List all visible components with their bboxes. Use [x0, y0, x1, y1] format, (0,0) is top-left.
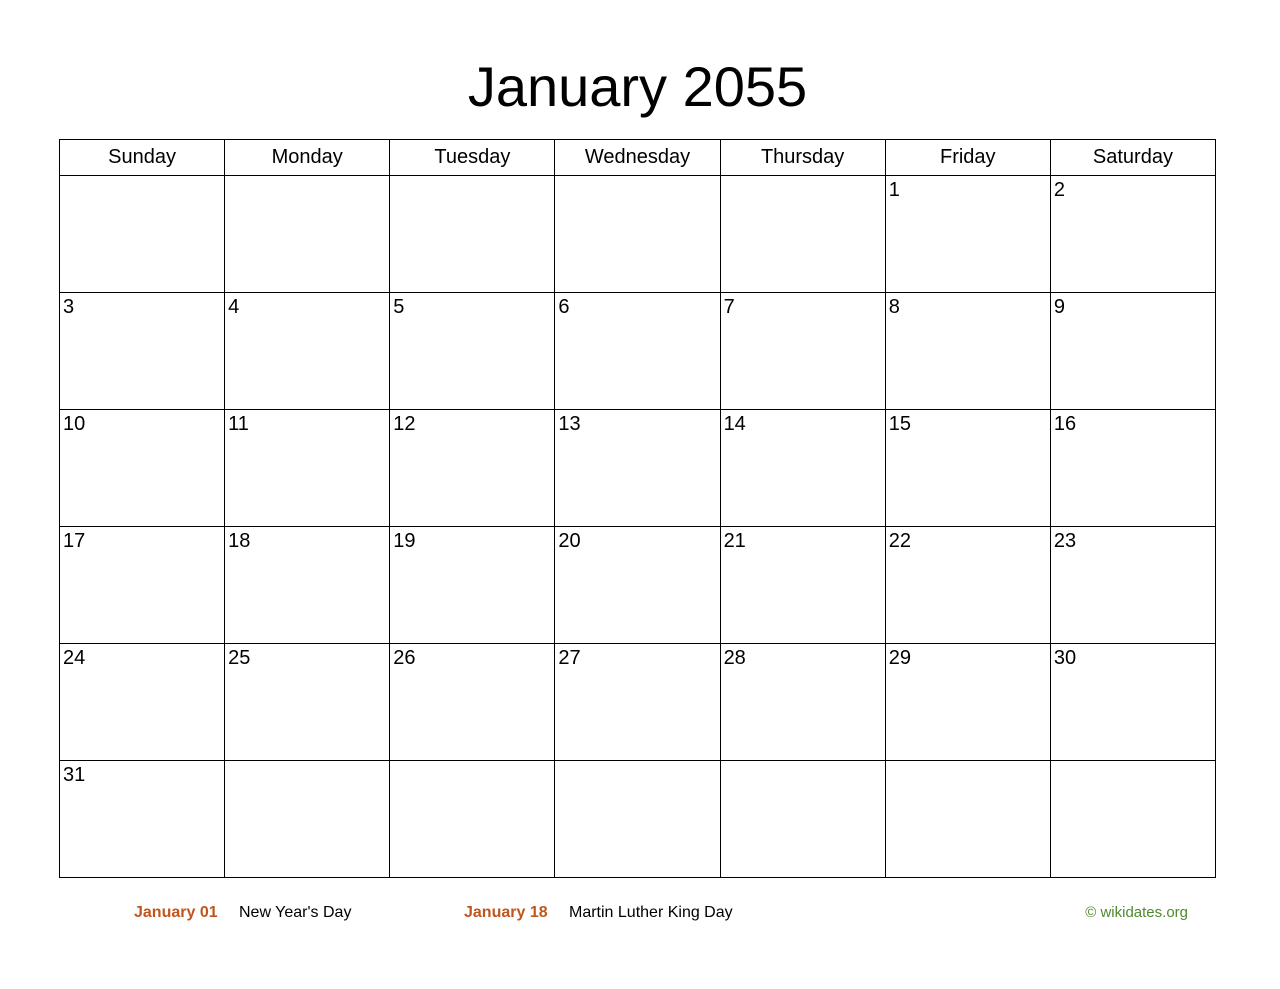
day-number: 8 [888, 296, 900, 318]
day-cell [885, 644, 1050, 761]
day-number: 12 [393, 413, 416, 435]
day-number [390, 761, 554, 765]
day-cell [390, 293, 555, 410]
day-number [555, 176, 719, 180]
day-number: 15 [888, 413, 911, 435]
credit-link[interactable]: © wikidates.org [1085, 904, 1188, 921]
week-row [60, 410, 1216, 527]
day-number: 1 [888, 179, 900, 201]
holiday-name: Martin Luther King Day [569, 904, 733, 921]
day-number [225, 761, 389, 765]
day-cell [885, 410, 1050, 527]
day-number: 11 [228, 413, 249, 435]
day-number: 19 [393, 530, 416, 552]
day-number: 9 [1053, 296, 1065, 318]
day-cell [1050, 293, 1215, 410]
day-cell [885, 761, 1050, 878]
day-cell [720, 293, 885, 410]
day-number [886, 761, 1050, 765]
day-number: 13 [558, 413, 581, 435]
day-number [60, 176, 224, 180]
day-number: 2 [1053, 179, 1065, 201]
day-cell [720, 527, 885, 644]
day-cell [555, 410, 720, 527]
day-number: 25 [228, 647, 251, 669]
weekday-header: Friday [885, 140, 1050, 176]
day-cell [1050, 410, 1215, 527]
day-cell [60, 293, 225, 410]
day-number: 28 [723, 647, 746, 669]
day-cell [720, 176, 885, 293]
week-row [60, 293, 1216, 410]
day-number [555, 761, 719, 765]
day-number: 22 [888, 530, 911, 552]
holiday-date: January 18 [464, 904, 548, 921]
weekday-header: Tuesday [390, 140, 555, 176]
day-cell [1050, 527, 1215, 644]
day-cell [225, 410, 390, 527]
day-number: 21 [723, 530, 746, 552]
day-cell [390, 527, 555, 644]
week-row [60, 527, 1216, 644]
day-number: 3 [63, 296, 75, 318]
day-cell [60, 176, 225, 293]
holiday-footer [0, 904, 1280, 928]
day-cell [390, 176, 555, 293]
day-cell [225, 527, 390, 644]
day-cell [555, 527, 720, 644]
week-row [60, 176, 1216, 293]
day-cell [225, 761, 390, 878]
day-number [225, 176, 389, 180]
day-cell [1050, 176, 1215, 293]
day-cell [885, 176, 1050, 293]
day-cell [720, 761, 885, 878]
day-cell [885, 527, 1050, 644]
day-number: 16 [1053, 413, 1077, 435]
day-cell [390, 410, 555, 527]
holiday-date: January 01 [134, 904, 218, 921]
day-number: 6 [558, 296, 570, 318]
day-number: 14 [723, 413, 746, 435]
day-cell [555, 644, 720, 761]
day-number: 7 [723, 296, 735, 318]
day-cell [390, 761, 555, 878]
weekday-header: Wednesday [555, 140, 720, 176]
day-cell [60, 761, 225, 878]
calendar-grid [59, 139, 1216, 878]
day-number: 17 [63, 530, 86, 552]
day-number: 18 [228, 530, 251, 552]
day-cell [390, 644, 555, 761]
day-cell [60, 410, 225, 527]
day-cell [1050, 644, 1215, 761]
day-number [721, 176, 885, 180]
day-number: 10 [63, 413, 86, 435]
week-row [60, 761, 1216, 878]
day-cell [60, 644, 225, 761]
day-number: 5 [393, 296, 405, 318]
day-number: 29 [888, 647, 911, 669]
day-cell [885, 293, 1050, 410]
day-cell [555, 293, 720, 410]
day-cell [555, 761, 720, 878]
day-cell [225, 644, 390, 761]
weekday-header: Monday [225, 140, 390, 176]
day-number: 23 [1053, 530, 1077, 552]
day-cell [720, 644, 885, 761]
weekday-header: Saturday [1050, 140, 1215, 176]
day-cell [1050, 761, 1215, 878]
day-number: 20 [558, 530, 581, 552]
day-number [390, 176, 554, 180]
day-number: 30 [1053, 647, 1077, 669]
day-cell [60, 527, 225, 644]
weekday-header: Sunday [60, 140, 225, 176]
day-cell [225, 293, 390, 410]
holiday-name: New Year's Day [239, 904, 352, 921]
weekday-header: Thursday [720, 140, 885, 176]
day-number [721, 761, 885, 765]
day-number [1051, 761, 1215, 765]
calendar-title: January 2055 [467, 55, 808, 118]
day-number: 24 [63, 647, 86, 669]
day-number: 31 [63, 764, 86, 786]
day-cell [555, 176, 720, 293]
day-cell [225, 176, 390, 293]
day-number: 26 [393, 647, 416, 669]
day-number: 27 [558, 647, 581, 669]
week-row [60, 644, 1216, 761]
day-number: 4 [228, 296, 240, 318]
weekday-header-row [60, 140, 1216, 176]
day-cell [720, 410, 885, 527]
